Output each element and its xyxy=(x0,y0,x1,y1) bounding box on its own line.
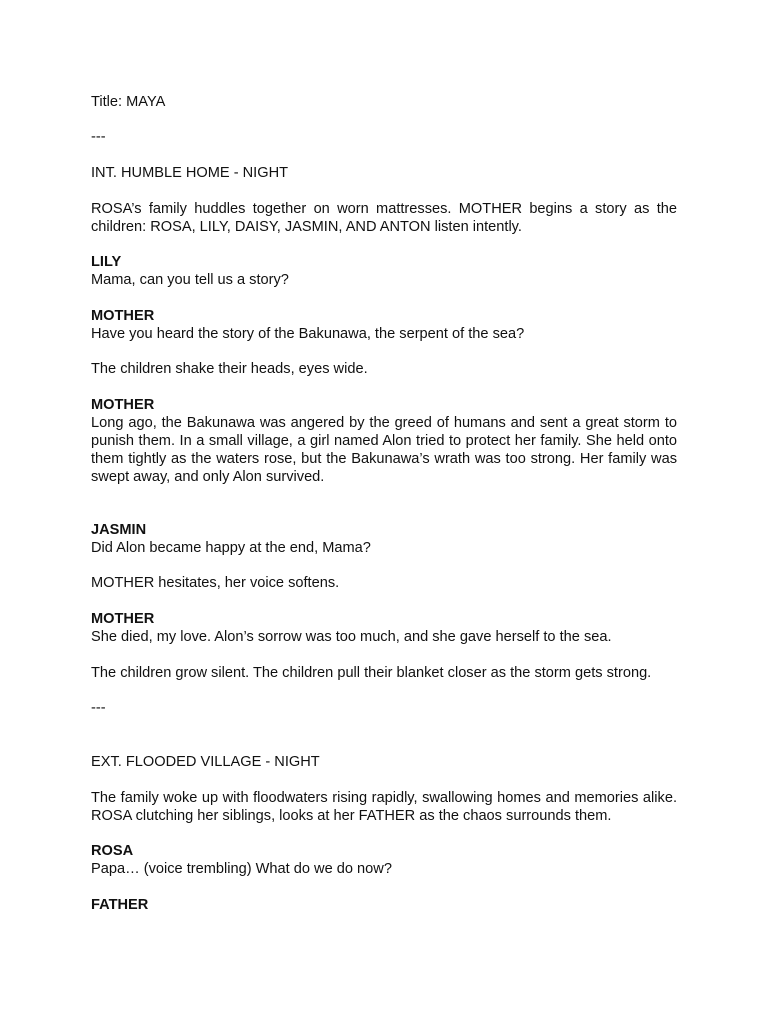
dialogue-lily: Mama, can you tell us a story? xyxy=(91,272,289,288)
speaker-mother: MOTHER xyxy=(91,397,155,413)
title-line: Title: MAYA xyxy=(91,94,166,110)
scene-heading: EXT. FLOODED VILLAGE - NIGHT xyxy=(91,754,320,770)
action-paragraph: ROSA’s family huddles together on worn mattresses. MOTHER begins a story as the children: ROSA, LILY, DAISY, JASMIN, AND ANTON listen intently. xyxy=(91,201,677,235)
action-paragraph: The family woke up with floodwaters rising rapidly, swallowing homes and memories alike. ROSA clutching her siblings, looks at her FATHER as the chaos surrounds them. xyxy=(91,790,677,824)
separator: --- xyxy=(91,700,106,716)
dialogue-mother: Long ago, the Bakunawa was angered by the greed of humans and sent a great storm to punish them. In a small village, a girl named Alon tried to protect her family. She held onto them tightly as the waters rose, but the Bakunawa’s wrath was too strong. Her family was swept away, and only Alon survived. xyxy=(91,415,677,485)
action-line: MOTHER hesitates, her voice softens. xyxy=(91,575,340,591)
action-line: The children shake their heads, eyes wide. xyxy=(91,361,368,377)
separator: --- xyxy=(91,129,106,145)
dialogue-rosa: Papa… (voice trembling) What do we do now? xyxy=(91,861,392,877)
speaker-lily: LILY xyxy=(91,254,122,270)
dialogue-mother: She died, my love. Alon’s sorrow was too much, and she gave herself to the sea. xyxy=(91,629,612,645)
dialogue-jasmin: Did Alon became happy at the end, Mama? xyxy=(91,540,371,556)
speaker-mother: MOTHER xyxy=(91,308,155,324)
speaker-mother: MOTHER xyxy=(91,611,155,627)
speaker-father: FATHER xyxy=(91,897,149,913)
dialogue-mother: Have you heard the story of the Bakunawa, the serpent of the sea? xyxy=(91,326,525,342)
speaker-jasmin: JASMIN xyxy=(91,522,147,538)
speaker-rosa: ROSA xyxy=(91,843,134,859)
action-line: The children grow silent. The children pull their blanket closer as the storm gets strong. xyxy=(91,665,652,681)
scene-heading: INT. HUMBLE HOME - NIGHT xyxy=(91,165,289,181)
